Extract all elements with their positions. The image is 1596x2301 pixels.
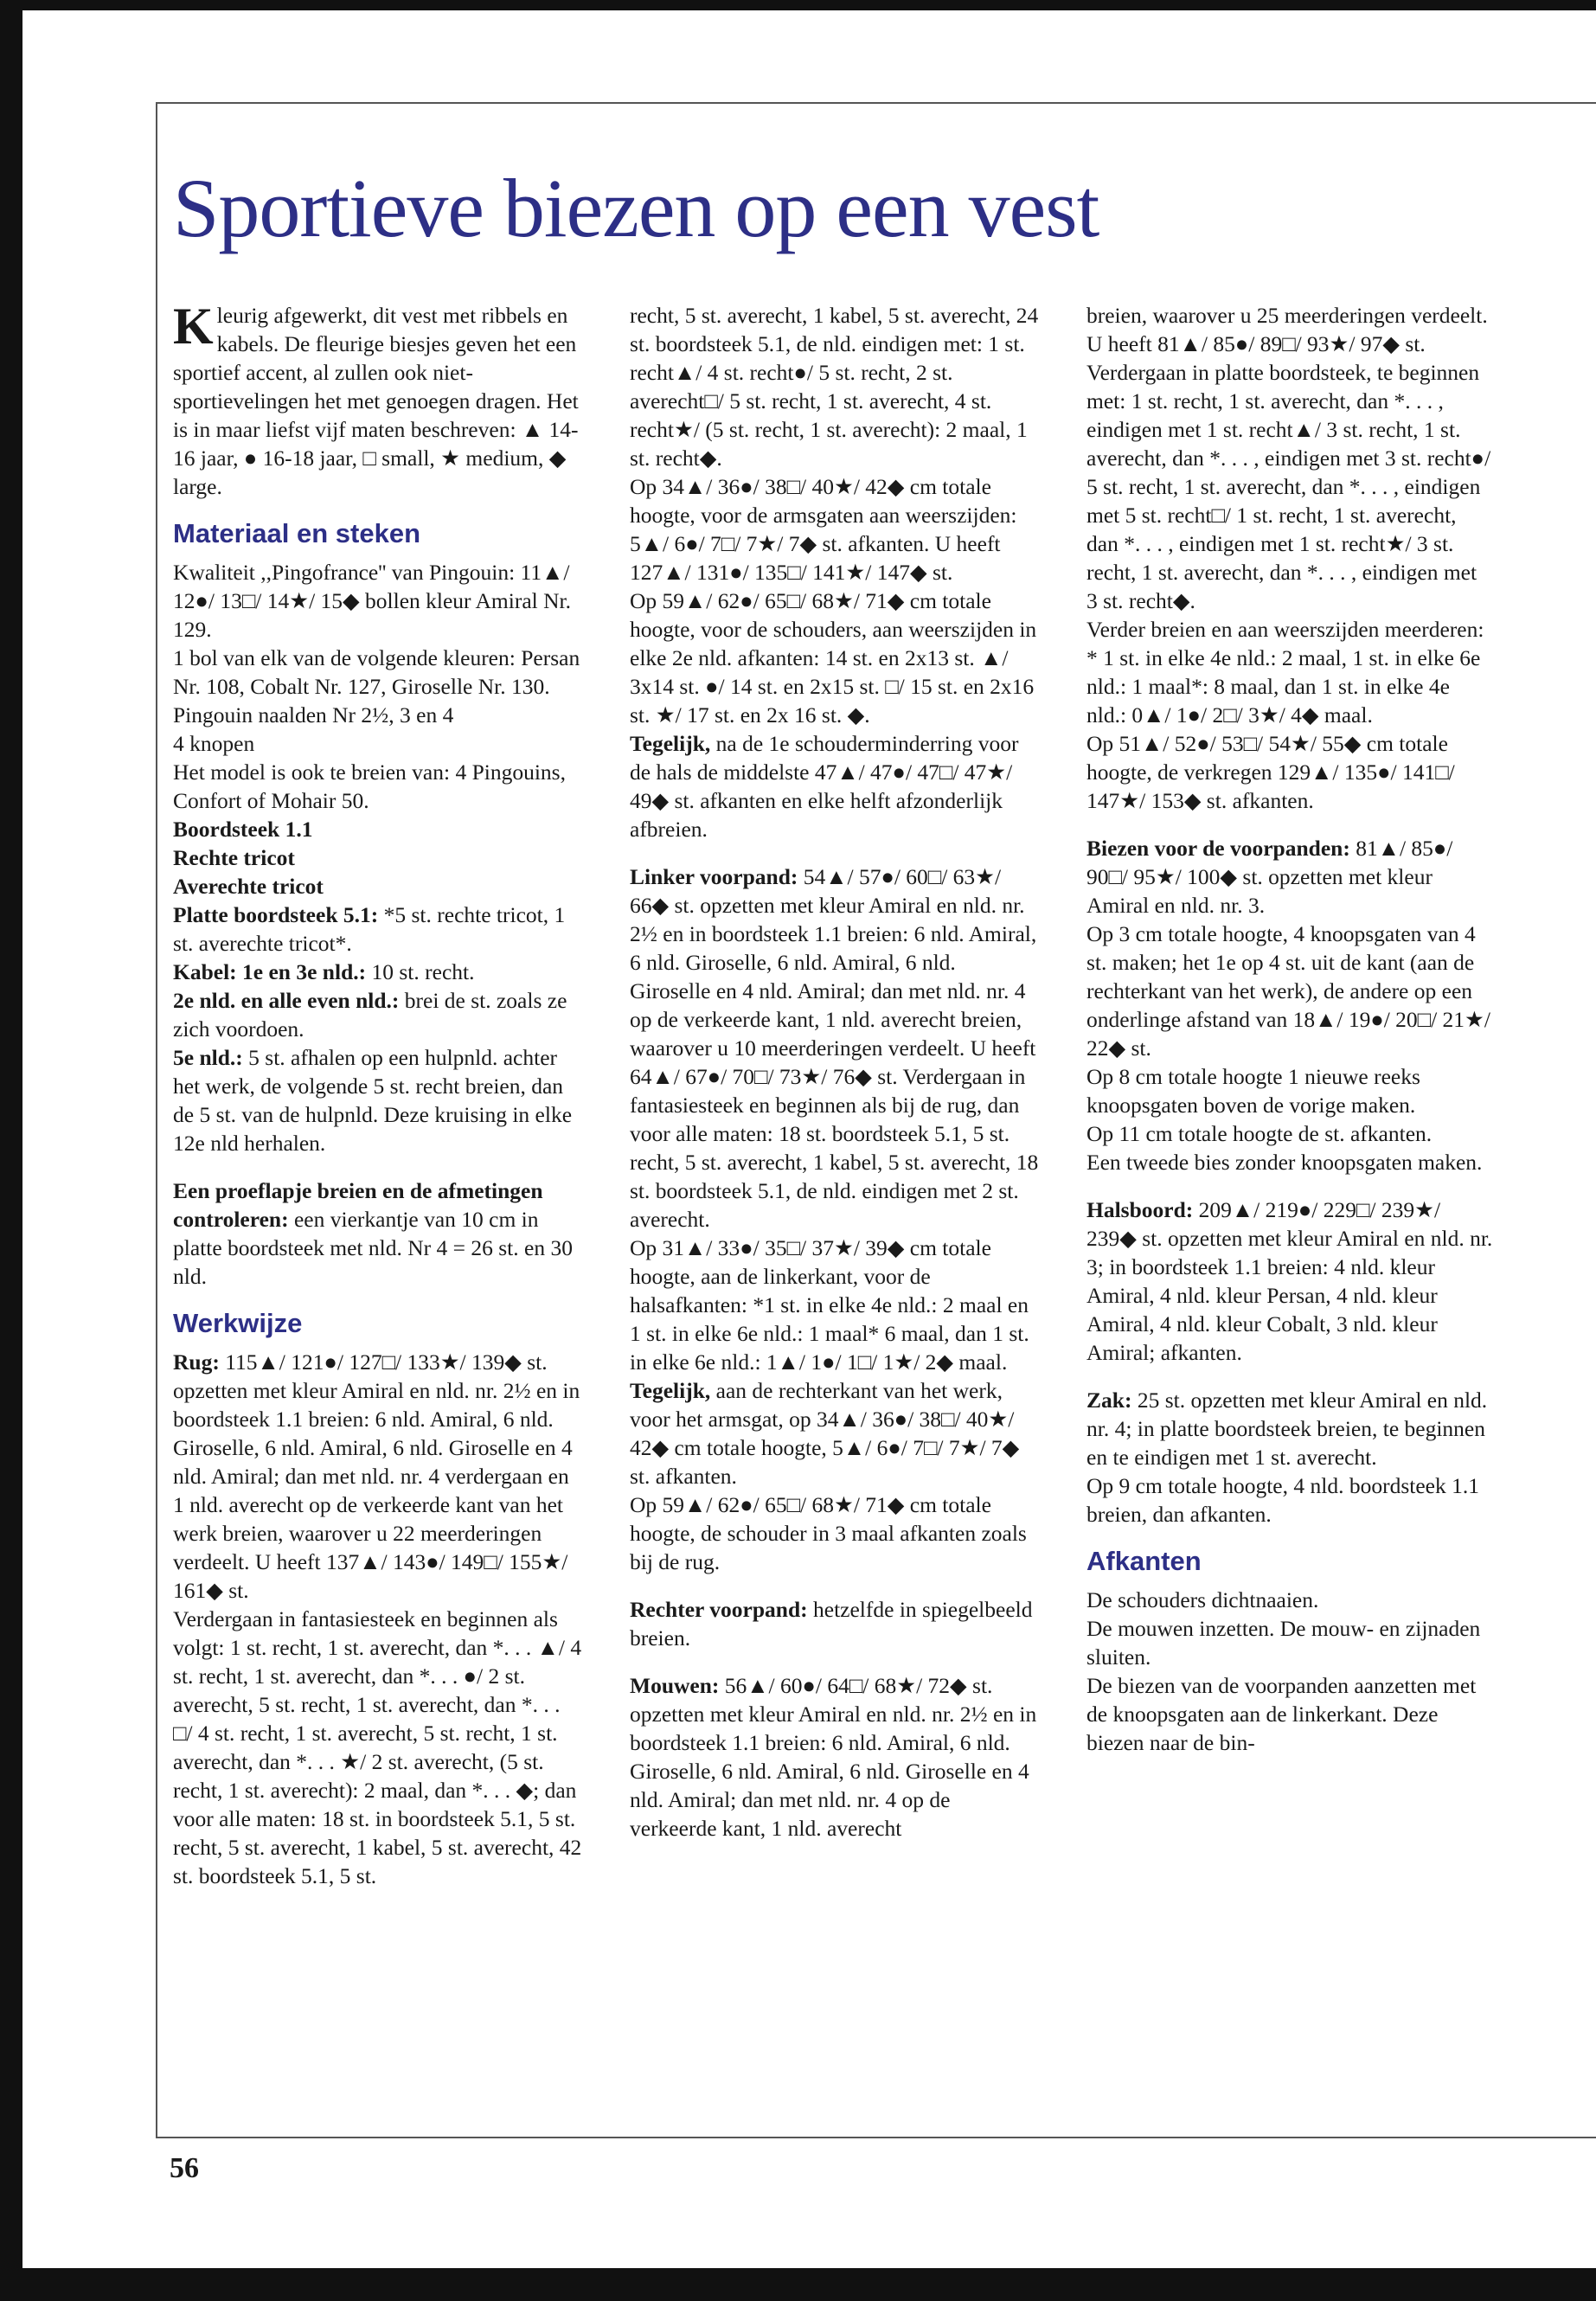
paragraph: Op 51▲/ 52●/ 53□/ 54★/ 55◆ cm totale hoogte, de verkregen 129▲/ 135●/ 141□/ 147★/ 153◆ st. afkanten. (1086, 731, 1455, 813)
column-2 (630, 301, 1041, 1843)
materiaal-line: 1 bol van elk van de volgende kleuren: Persan Nr. 108, Cobalt Nr. 127, Giroselle Nr. 130. (173, 645, 580, 699)
paragraph: Op 11 cm totale hoogte de st. afkanten. (1086, 1121, 1433, 1146)
materiaal-line: 4 knopen (173, 731, 255, 756)
materiaal-line: Pingouin naalden Nr 2½, 3 en 4 (173, 702, 454, 727)
mouwen: Mouwen: 56▲/ 60●/ 64□/ 68★/ 72◆ st. opzetten met kleur Amiral en nld. nr. 2½ en in boordsteek 1.1 breien: 6 nld. Amiral, 6 nld. Giroselle, 6 nld. Amiral, 6 nld. Giroselle en 4 nld. Amiral; dan met nld. nr. 4 op de verkeerde kant, 1 nld. averecht (630, 1673, 1037, 1841)
materiaal-line: Het model is ook te breien van: 4 Pingouins, Confort of Mohair 50. (173, 760, 566, 813)
heading-materiaal: Materiaal en steken (173, 518, 421, 548)
column-3 (1086, 301, 1493, 1757)
paragraph: Verder breien en aan weerszijden meerderen: * 1 st. in elke 4e nld.: 2 maal, 1 st. in elke 6e nld.: 1 maal*: 8 maal, dan 1 st. in elke 4e nld.: 0▲/ 1●/ 2□/ 3★/ 4◆ maal. (1086, 617, 1484, 727)
stitch-name: Rechte tricot (173, 845, 295, 870)
paragraph: De mouwen inzetten. De mouw- en zijnaden sluiten. (1086, 1616, 1481, 1670)
scan-left-edge (0, 0, 22, 2301)
paragraph: Een tweede bies zonder knoopsgaten maken. (1086, 1150, 1483, 1175)
paragraph: Op 9 cm totale hoogte, 4 nld. boordsteek 1.1 breien, dan afkanten. (1086, 1473, 1479, 1527)
rug-instructions: Rug: 115▲/ 121●/ 127□/ 133★/ 139◆ st. opzetten met kleur Amiral en nld. nr. 2½ en in boordsteek 1.1 breien: 6 nld. Amiral, 6 nld. Giroselle, 6 nld. Amiral, 6 nld. Giroselle en 4 nld. Amiral; dan met nld. nr. 4 verdergaan en 1 nld. averecht op de verkeerde kant van het werk breien, waarover u 22 meerderingen verdeelt. U heeft 137▲/ 143●/ 149□/ 155★/ 161◆ st. (173, 1349, 580, 1603)
stitch-name: Boordsteek 1.1 (173, 817, 313, 842)
rug-pattern: Verdergaan in fantasiesteek en beginnen als volgt: 1 st. recht, 1 st. averecht, dan *. . . ▲/ 4 st. recht, 1 st. averecht, dan *. . . ●/ 2 st. averecht, 5 st. recht, 1 st. averecht, dan *. . . □/ 4 st. recht, 1 st. averecht, 5 st. recht, 1 st. averecht, dan *. . . ★/ 2 st. averecht, (5 st. recht, 1 st. averecht): 2 maal, dan *. . . ◆; dan voor alle maten: 18 st. in boordsteek 5.1, 5 st. recht, 5 st. averecht, 1 kabel, 5 st. averecht, 42 st. boordsteek 5.1, 5 st. (173, 1606, 582, 1888)
materiaal-line: Kwaliteit ,,Pingofrance'' van Pingouin: 11▲/ 12●/ 13□/ 14★/ 15◆ bollen kleur Amiral Nr. 129. (173, 560, 571, 642)
paragraph: Tegelijk, aan de rechterkant van het werk, voor het armsgat, op 34▲/ 36●/ 38□/ 40★/ 42◆ cm totale hoogte, 5▲/ 6●/ 7□/ 7★/ 7◆ st. afkanten. (630, 1378, 1020, 1489)
biezen: Biezen voor de voorpanden: 81▲/ 85●/ 90□/ 95★/ 100◆ st. opzetten met kleur Amiral en nld. nr. 3. (1086, 836, 1453, 918)
frame-rule-left (156, 102, 157, 2137)
paragraph: Op 34▲/ 36●/ 38□/ 40★/ 42◆ cm totale hoogte, voor de armsgaten aan weerszijden: 5▲/ 6●/ 7□/ 7★/ 7◆ st. afkanten. U heeft 127▲/ 131●/ 135□/ 141★/ 147◆ st. (630, 474, 1017, 585)
drop-cap: K (173, 298, 214, 355)
heading-werkwijze: Werkwijze (173, 1308, 303, 1338)
stitch-name: Averechte tricot (173, 874, 324, 899)
paragraph: Op 8 cm totale hoogte 1 nieuwe reeks knoopsgaten boven de vorige maken. (1086, 1064, 1420, 1118)
page-number: 56 (170, 2152, 199, 2184)
platte-boordsteek: Platte boordsteek 5.1: *5 st. rechte tricot, 1 st. averechte tricot*. (173, 902, 566, 956)
frame-rule-top (156, 102, 1596, 104)
page-title: Sportieve biezen op een vest (173, 162, 1099, 255)
even-rows: 2e nld. en alle even nld.: brei de st. zoals ze zich voordoen. (173, 988, 567, 1042)
paragraph: De biezen van de voorpanden aanzetten met de knoopsgaten aan de linkerkant. Deze biezen naar de bin- (1086, 1673, 1477, 1755)
paragraph: De schouders dichtnaaien. (1086, 1587, 1319, 1612)
scan-top-edge (0, 0, 1596, 10)
paragraph: recht, 5 st. averecht, 1 kabel, 5 st. averecht, 24 st. boordsteek 5.1, de nld. eindigen met: 1 st. recht▲/ 4 st. recht●/ 5 st. recht, 2 st. averecht□/ 5 st. recht, 1 st. averecht, 4 st. recht★/ (5 st. recht, 1 st. averecht): 2 maal, 1 st. recht◆. (630, 303, 1039, 471)
frame-rule-bottom (156, 2137, 1596, 2138)
heading-afkanten: Afkanten (1086, 1546, 1202, 1576)
paragraph: Verdergaan in platte boordsteek, te beginnen met: 1 st. recht, 1 st. averecht, dan *. . . , eindigen met 1 st. recht▲/ 3 st. recht, 1 st. averecht, dan *. . . , eindigen met 3 st. recht●/ 5 st. recht, 1 st. averecht, dan *. . . , eindigen met 5 st. recht□/ 1 st. recht, 1 st. averecht, dan *. . . , eindigen met 1 st. recht★/ 3 st. recht, 1 st. averecht, dan *. . . , eindigen met 3 st. recht◆. (1086, 360, 1491, 613)
proeflapje: Een proeflapje breien en de afmetingen controleren: een vierkantje van 10 cm in platte boordsteek met nld. Nr 4 = 26 st. en 30 nld. (173, 1178, 573, 1289)
rechter-voorpand: Rechter voorpand: hetzelfde in spiegelbeeld breien. (630, 1597, 1033, 1650)
paragraph: Tegelijk, na de 1e schouderminderring voor de hals de middelste 47▲/ 47●/ 47□/ 47★/ 49◆ st. afkanten en elke helft afzonderlijk afbreien. (630, 731, 1019, 842)
paragraph: breien, waarover u 25 meerderingen verdeelt. U heeft 81▲/ 85●/ 89□/ 93★/ 97◆ st. (1086, 303, 1488, 356)
zak: Zak: 25 st. opzetten met kleur Amiral en nld. nr. 4; in platte boordsteek breien, te beginnen en te eindigen met 1 st. averecht. (1086, 1388, 1488, 1470)
paragraph: Op 31▲/ 33●/ 35□/ 37★/ 39◆ cm totale hoogte, aan de linkerkant, voor de halsafkanten: *1 st. in elke 4e nld.: 2 maal en 1 st. in elke 6e nld.: 1 maal* 6 maal, dan 1 st. in elke 6e nld.: 1▲/ 1●/ 1□/ 1★/ 2◆ maal. (630, 1235, 1029, 1375)
fifth-row: 5e nld.: 5 st. afhalen op een hulpnld. achter het werk, de volgende 5 st. recht breien, dan de 5 st. van de hulpnld. Deze kruising in elke 12e nld herhalen. (173, 1045, 573, 1156)
paragraph: Op 59▲/ 62●/ 65□/ 68★/ 71◆ cm totale hoogte, voor de schouders, aan weerszijden in elke 2e nld. afkanten: 14 st. en 2x13 st. ▲/ 3x14 st. ●/ 14 st. en 2x15 st. □/ 15 st. en 2x16 st. ★/ 17 st. en 2x 16 st. ◆. (630, 588, 1037, 727)
halsboord: Halsboord: 209▲/ 219●/ 229□/ 239★/ 239◆ st. opzetten met kleur Amiral en nld. nr. 3; in boordsteek 1.1 breien: 4 nld. kleur Amiral, 4 nld. kleur Persan, 4 nld. kleur Amiral, 4 nld. kleur Cobalt, 3 nld. kleur Amiral; afkanten. (1086, 1197, 1493, 1365)
scan-bottom-edge (0, 2268, 1596, 2301)
intro-paragraph: Kleurig afgewerkt, dit vest met ribbels en kabels. De fleurige biesjes geven het een sportief accent, al zullen ook niet-sportievelingen het met genoegen dragen. Het is in maar liefst vijf maten beschreven: ▲ 14-16 jaar, ● 16-18 jaar, □ small, ★ medium, ◆ large. (173, 298, 579, 499)
kabel: Kabel: 1e en 3e nld.: 10 st. recht. (173, 959, 475, 984)
paragraph: Op 3 cm totale hoogte, 4 knoopsgaten van 4 st. maken; het 1e op 4 st. uit de kant (aan de rechterkant van het werk), de andere op een onderlinge afstand van 18▲/ 19●/ 20□/ 21★/ 22◆ st. (1086, 921, 1490, 1061)
column-1 (173, 298, 584, 1890)
linker-voorpand: Linker voorpand: 54▲/ 57●/ 60□/ 63★/ 66◆ st. opzetten met kleur Amiral en nld. nr. 2½ en in boordsteek 1.1 breien: 6 nld. Amiral, 6 nld. Giroselle, 6 nld. Amiral, 6 nld. Giroselle en 4 nld. Amiral; dan met nld. nr. 4 op de verkeerde kant, 1 nld. averecht breien, waarover u 10 meerderingen verdeelt. U heeft 64▲/ 67●/ 70□/ 73★/ 76◆ st. Verdergaan in fantasiesteek en beginnen als bij de rug, dan voor alle maten: 18 st. boordsteek 5.1, 5 st. recht, 5 st. averecht, 1 kabel, 5 st. averecht, 18 st. boordsteek 5.1, de nld. eindigen met 2 st. averecht. (630, 864, 1039, 1232)
paragraph: Op 59▲/ 62●/ 65□/ 68★/ 71◆ cm totale hoogte, de schouder in 3 maal afkanten zoals bij de rug. (630, 1492, 1027, 1574)
